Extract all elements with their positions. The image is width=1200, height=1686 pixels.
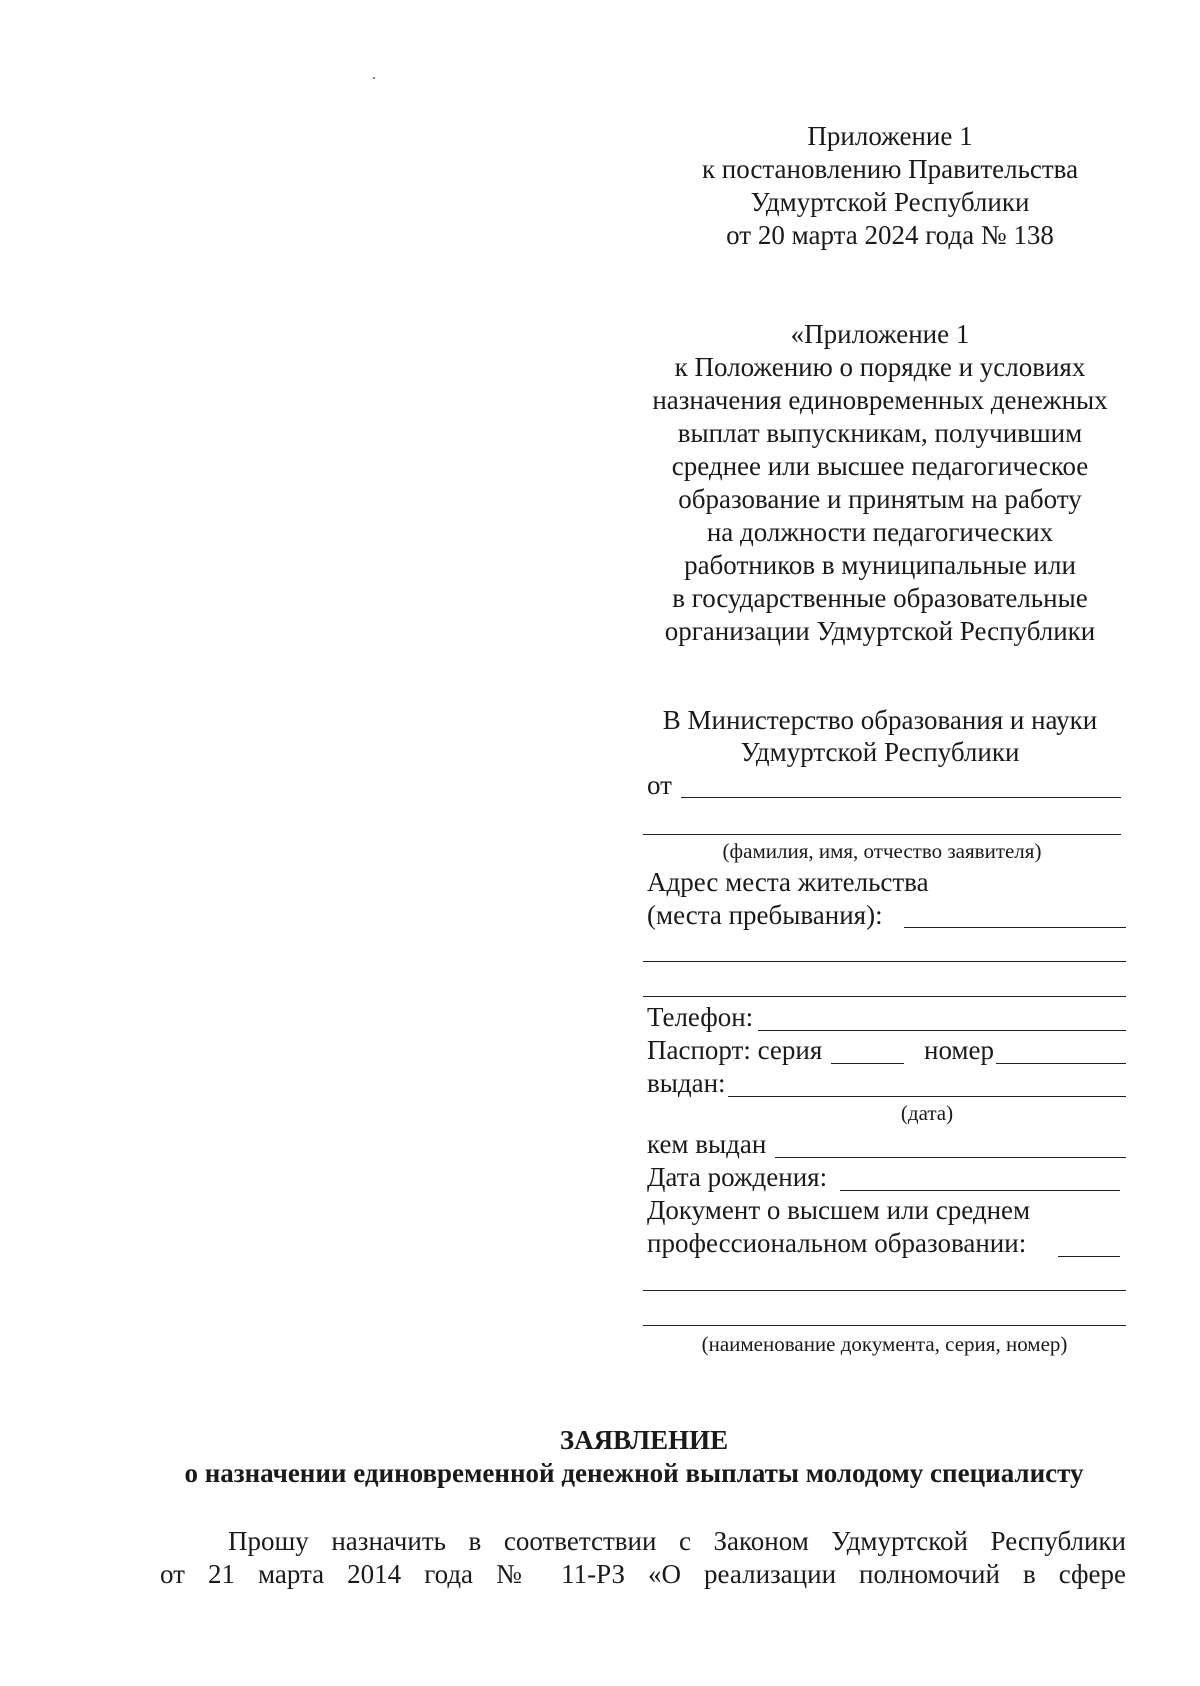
statement-title: ЗАЯВЛЕНИЕ xyxy=(559,1425,729,1455)
from-label: от xyxy=(647,770,672,800)
education-doc-blank-2[interactable] xyxy=(643,1290,1126,1291)
appendix-line-3: назначения единовременных денежных xyxy=(652,385,1108,415)
address-blank-1[interactable] xyxy=(904,927,1126,928)
appendix-line-2: к Положению о порядке и условиях xyxy=(674,352,1086,382)
from-blank[interactable] xyxy=(681,797,1121,798)
phone-blank[interactable] xyxy=(758,1030,1126,1031)
fio-blank[interactable] xyxy=(643,834,1121,835)
passport-series-label: Паспорт: серия xyxy=(647,1035,823,1065)
ministry-line-2: Удмуртской Республики xyxy=(740,737,1020,767)
issued-label: выдан: xyxy=(647,1068,726,1098)
statement-subtitle: о назначении единовременной денежной выплаты молодому специалисту xyxy=(184,1458,1084,1488)
passport-series-blank[interactable] xyxy=(831,1063,904,1064)
education-doc-blank-1[interactable] xyxy=(1058,1256,1120,1257)
issued-by-blank[interactable] xyxy=(775,1157,1126,1158)
date-caption: (дата) xyxy=(900,1101,954,1125)
passport-number-label: номер xyxy=(924,1035,995,1065)
statement-body-line-1: Прошу назначить в соответствии с Законом Удмуртской Республики xyxy=(228,1526,1126,1556)
appendix-line-5: среднее или высшее педагогическое xyxy=(671,451,1089,481)
birth-date-blank[interactable] xyxy=(840,1190,1120,1191)
doc-caption: (наименование документа, серия, номер) xyxy=(701,1332,1068,1356)
appendix-line-8: работников в муниципальные или xyxy=(684,550,1076,580)
address-label-1: Адрес места жительства xyxy=(647,867,929,897)
address-blank-3[interactable] xyxy=(643,996,1126,997)
education-doc-blank-3[interactable] xyxy=(643,1325,1126,1326)
education-doc-label-1: Документ о высшем или среднем xyxy=(647,1195,1031,1225)
header-line-1: Приложение 1 xyxy=(807,121,973,151)
address-blank-2[interactable] xyxy=(643,961,1126,962)
header-line-4: от 20 марта 2024 года № 138 xyxy=(726,220,1054,250)
scan-speck xyxy=(373,77,375,79)
phone-label: Телефон: xyxy=(647,1002,754,1032)
appendix-line-10: организации Удмуртской Республики xyxy=(664,616,1096,646)
statement-body-line-2: от 21 марта 2014 года № 11-РЗ «О реализации полномочий в сфере xyxy=(160,1559,1126,1589)
ministry-line-1: В Министерство образования и науки xyxy=(662,705,1098,735)
appendix-line-1: «Приложение 1 xyxy=(790,319,970,349)
appendix-line-6: образование и принятым на работу xyxy=(678,484,1082,514)
header-line-3: Удмуртской Республики xyxy=(750,187,1030,217)
birth-date-label: Дата рождения: xyxy=(647,1162,828,1192)
appendix-line-7: на должности педагогических xyxy=(706,517,1054,547)
address-label-2: (места пребывания): xyxy=(647,900,883,930)
education-doc-label-2: профессиональном образовании: xyxy=(647,1228,1027,1258)
issued-date-blank[interactable] xyxy=(728,1096,1126,1097)
appendix-line-9: в государственные образовательные xyxy=(672,583,1088,613)
issued-by-label: кем выдан xyxy=(647,1129,767,1159)
fio-caption: (фамилия, имя, отчество заявителя) xyxy=(722,839,1042,863)
header-line-2: к постановлению Правительства xyxy=(701,154,1079,184)
appendix-line-4: выплат выпускникам, получившим xyxy=(677,418,1083,448)
passport-number-blank[interactable] xyxy=(996,1063,1126,1064)
